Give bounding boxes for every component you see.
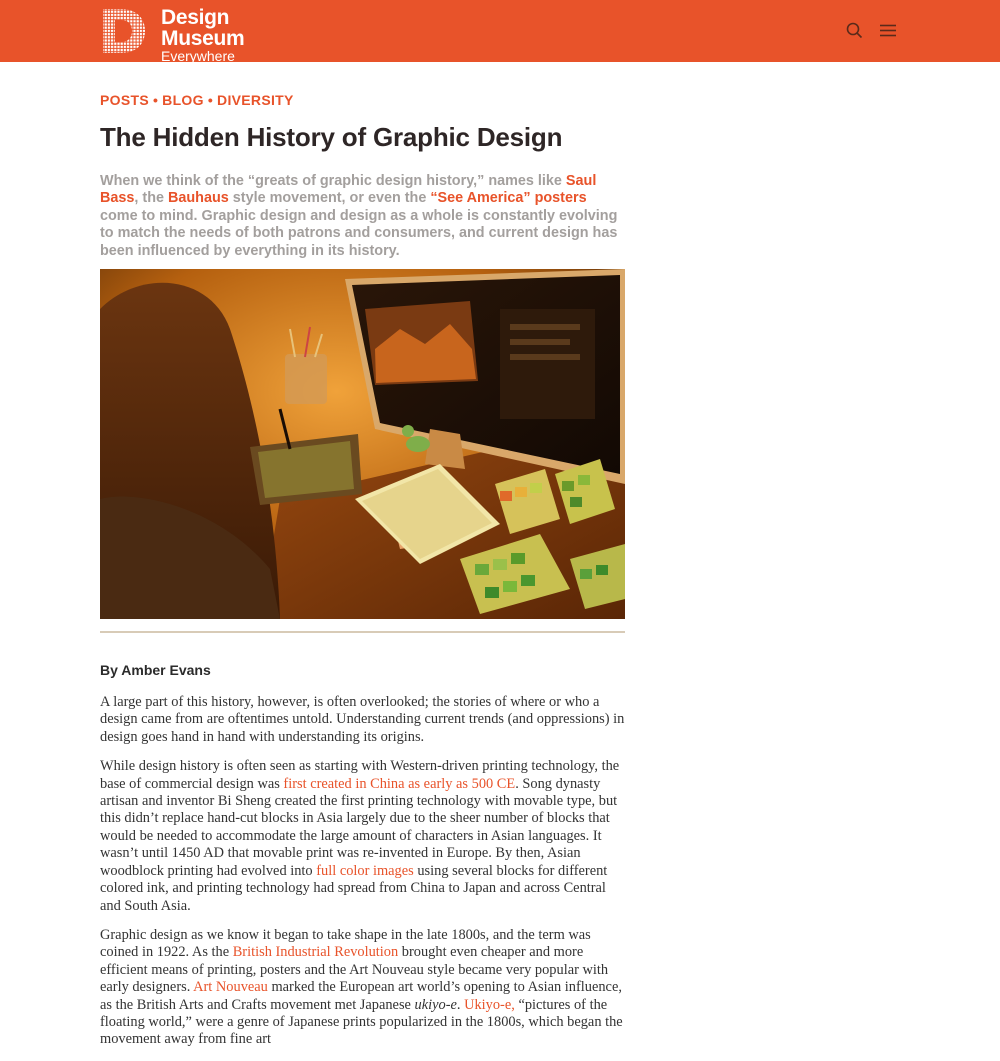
search-button[interactable] [842, 18, 868, 44]
design-museum-logo[interactable] [101, 6, 251, 64]
category-link-posts[interactable]: POSTS [100, 92, 149, 108]
logo-line-design: Design [161, 6, 230, 29]
category-link-diversity[interactable]: DIVERSITY [217, 92, 294, 108]
logo-line-museum: Museum [161, 27, 245, 50]
logo-d-mark-icon [101, 7, 147, 55]
hamburger-menu-icon [876, 18, 902, 44]
article-title: The Hidden History of Graphic Design [100, 122, 563, 152]
logo-wordmark [161, 7, 244, 63]
article-body [100, 694, 625, 1049]
hero-image [100, 269, 625, 619]
link-first-created-in-china[interactable]: first created in China as early as 500 CE [283, 775, 516, 792]
paragraph-text: brought even cheaper and more efficient means of printing, posters and the Art Nouveau style became very popular with early designers. [100, 944, 609, 996]
paragraph-3 [100, 927, 625, 1049]
article [100, 92, 625, 1061]
paragraph-text: . Song dynasty artisan and inventor Bi Sheng created the first printing technology with movable type, but this didn’t replace hand-cut blocks in Asia largely due to the sheer number of blocks that would be needed to accommodate the large amount of characters in Asian languages. It wasn’t until 1450 AD that movable print was re-invented in Europe. By then, Asian woodblock printing had evolved into [100, 775, 618, 879]
site-header [0, 0, 1000, 62]
link-ukiyo-e[interactable]: Ukiyo-e, [464, 996, 515, 1013]
lede-text: When we think of the “greats of graphic design history,” names like [100, 173, 566, 189]
lede-text: come to mind. Graphic design and design as a whole is constantly evolving to match the needs of both patrons and consumers, and current design has been influenced by everything in its history. [100, 207, 618, 259]
paragraph-text: . [456, 996, 465, 1013]
paragraph-2 [100, 758, 625, 915]
paragraph-1: A large part of this history, however, is often overlooked; the stories of where or who a design came from are oftentimes untold. Understanding current trends (and oppressions) in design goes hand in hand with understanding its origins. [100, 694, 625, 745]
paragraph-text: using several blocks for different colored ink, and printing technology had spread from China to Japan and across Central and South Asia. [100, 862, 608, 914]
menu-button[interactable] [876, 18, 902, 44]
category-separator: • [152, 92, 159, 108]
article-lede [100, 173, 625, 260]
search-icon [842, 18, 868, 44]
paragraph-text: “pictures of the floating world,” were a genre of Japanese prints popularized in the 1800s, which began the movement away from fine art [100, 996, 623, 1048]
paragraph-text: Graphic design as we know it began to take shape in the late 1800s, and the term was coined in 1922. As the [100, 926, 591, 961]
logo-line-everywhere: Everywhere [161, 48, 235, 64]
divider [100, 631, 625, 633]
author-byline: By Amber Evans [100, 662, 211, 679]
lede-text: , the [134, 190, 168, 207]
category-breadcrumb [100, 92, 625, 108]
lede-text: style movement, or even the [228, 190, 431, 207]
link-full-color-images[interactable]: full color images [316, 862, 414, 879]
category-link-blog[interactable]: BLOG [162, 92, 204, 108]
lede-link-see-america[interactable]: “See America” posters [430, 190, 587, 207]
paragraph-text: While design history is often seen as starting with Western-driven printing technology, the base of commercial design was [100, 758, 620, 792]
lede-link-bauhaus[interactable]: Bauhaus [168, 190, 229, 207]
lede-link-saul-bass[interactable]: Saul Bass [100, 173, 597, 207]
link-british-industrial-revolution[interactable]: British Industrial Revolution [232, 944, 399, 961]
emphasis-ukiyo-e: ukiyo-e [414, 996, 457, 1013]
link-art-nouveau[interactable]: Art Nouveau [193, 979, 268, 996]
paragraph-text: marked the European art world’s opening to Asian influence, as the British Arts and Crafts movement met Japanese [100, 979, 622, 1013]
category-separator: • [207, 92, 214, 108]
hero-illustration [100, 269, 625, 619]
